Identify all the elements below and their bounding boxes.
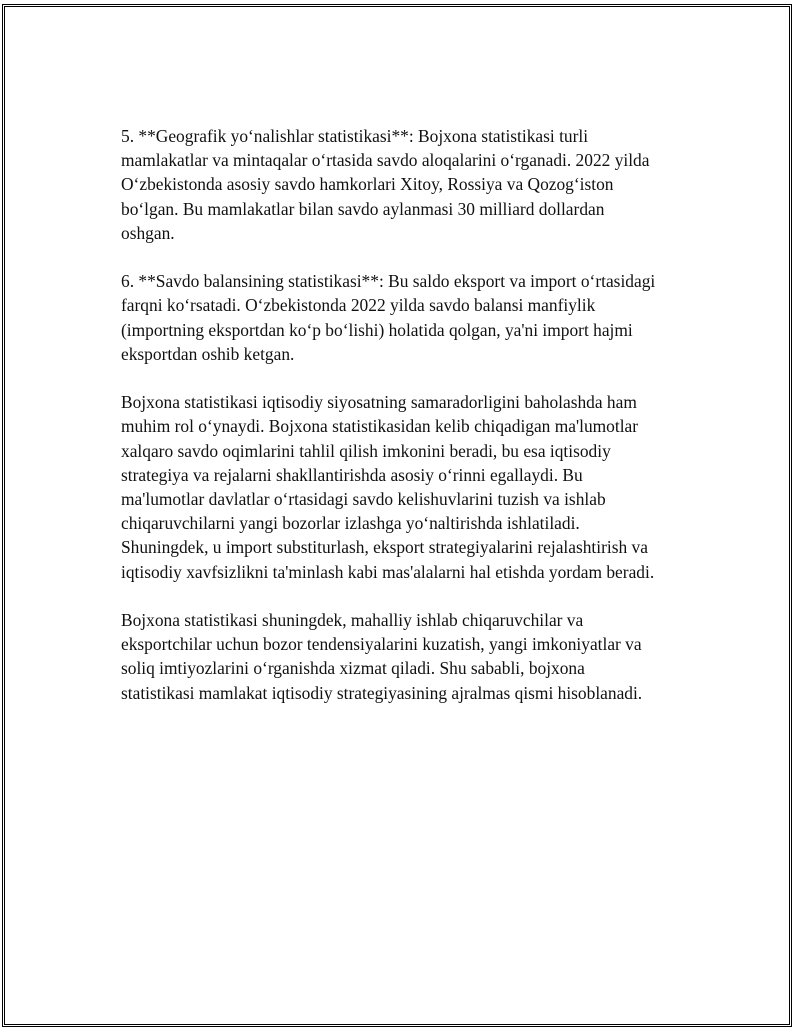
document-page [2, 4, 792, 1027]
paragraph-economic-policy-role: Bojxona statistikasi iqtisodiy siyosatning samaradorligini baholashda ham muhim rol o‘ynaydi. Bojxona statistikasidan kelib chiqadigan ma'lumotlar xalqaro savdo oqimlarini tahlil qilish imkonini beradi, bu esa iqtisodiy strategiya va rejalarni shakllantirishda asosiy o‘rinni egallaydi. Bu ma'lumotlar davlatlar o‘rtasidagi savdo kelishuvlarini tuzish va ishlab chiqaruvchilarni yangi bozorlar izlashga yo‘naltirishda ishlatiladi. Shuningdek, u import substiturlash, eksport strategiyalarini rejalashtirish va iqtisodiy xavfsizlikni ta'minlash kabi mas'alalarni hal etishda yordam beradi. [121, 392, 655, 582]
document-body [121, 124, 711, 729]
paragraph-conclusion: Bojxona statistikasi shuningdek, mahalliy ishlab chiqaruvchilar va eksportchilar uchun bozor tendensiyalarini kuzatish, yangi imkoniyatlar va soliq imtiyozlarini o‘rganishda xizmat qiladi. Shu sababli, bojxona statistikasi mamlakat iqtisodiy strategiyasining ajralmas qismi hisoblanadi. [121, 610, 643, 703]
paragraph-geographic-statistics: 5. **Geografik yo‘nalishlar statistikasi**: Bojxona statistikasi turli mamlakatlar va mintaqalar o‘rtasida savdo aloqalarini o‘rganadi. 2022 yilda O‘zbekistonda asosiy savdo hamkorlari Xitoy, Rossiya va Qozog‘iston bo‘lgan. Bu mamlakatlar bilan savdo aylanmasi 30 milliard dollardan oshgan. [121, 126, 650, 243]
paragraph-trade-balance-statistics: 6. **Savdo balansining statistikasi**: Bu saldo eksport va import o‘rtasidagi farqni ko‘rsatadi. O‘zbekistonda 2022 yilda savdo balansi manfiylik (importning eksportdan ko‘p bo‘lishi) holatida qolgan, ya'ni import hajmi eksportdan oshib ketgan. [121, 271, 656, 364]
